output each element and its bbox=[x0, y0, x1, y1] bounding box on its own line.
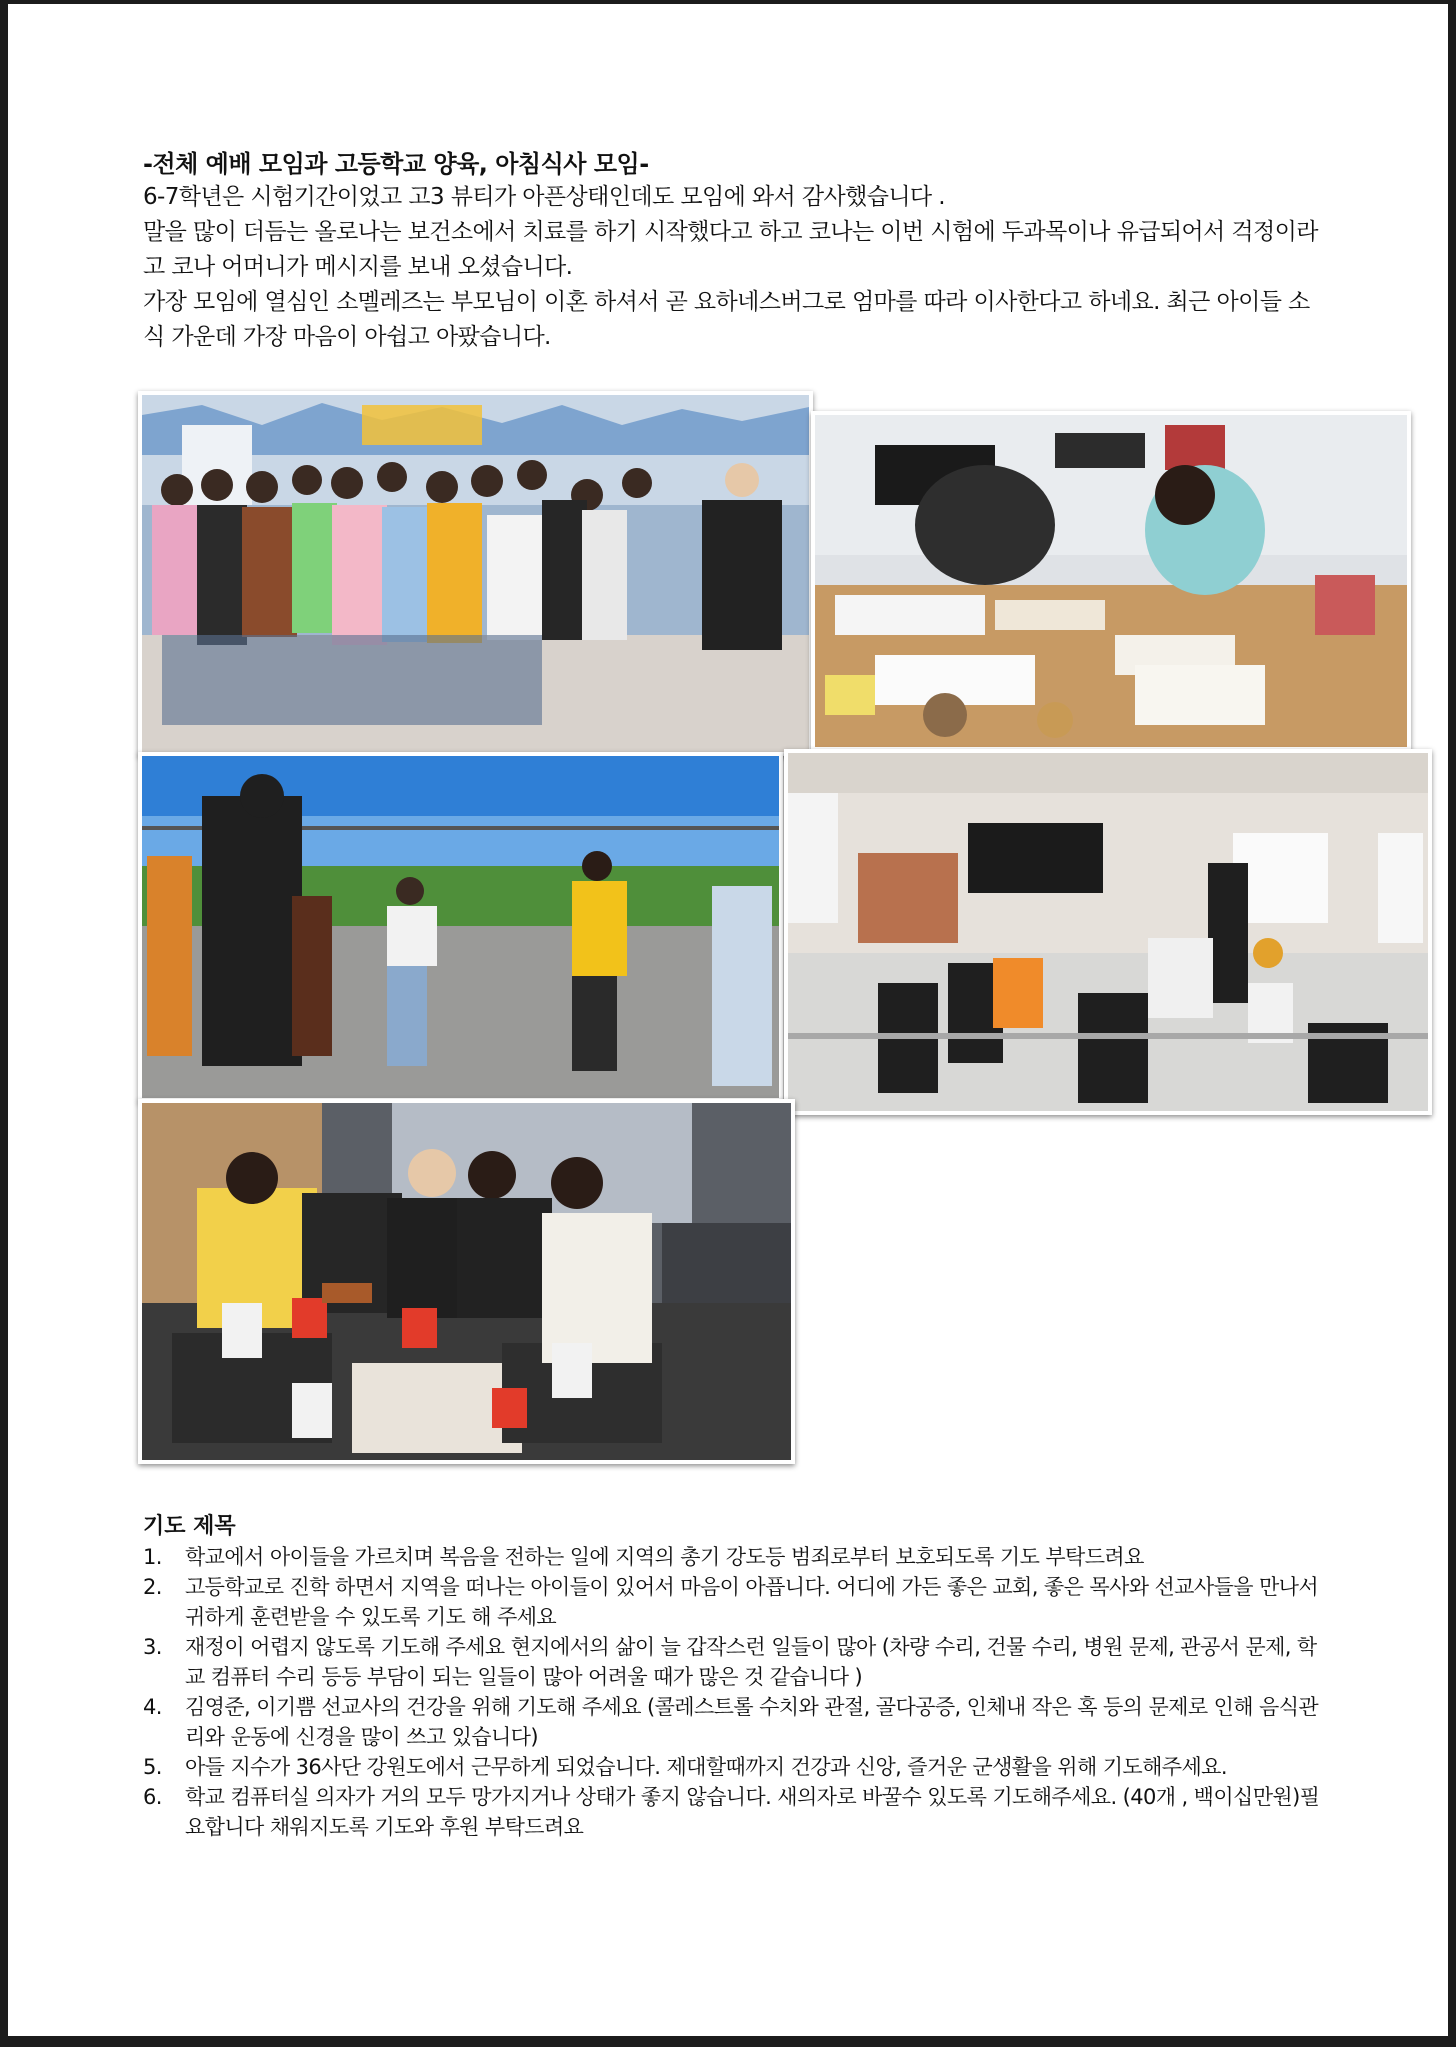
prayer-item-text: 학교에서 아이들을 가르치며 복음을 전하는 일에 지역의 총기 강도등 범죄로부터 보호되도록 기도 부탁드려요 bbox=[185, 1545, 1144, 1569]
prayer-item bbox=[143, 1572, 1333, 1632]
group-photo bbox=[138, 391, 813, 756]
prayer-item-number: 1. bbox=[143, 1545, 162, 1569]
prayer-item-number: 2. bbox=[143, 1575, 162, 1599]
prayer-item bbox=[143, 1632, 1333, 1692]
report-text bbox=[143, 180, 1328, 355]
breakfast-photo bbox=[138, 1099, 795, 1464]
prayer-item-number: 3. bbox=[143, 1635, 162, 1659]
prayer-item bbox=[143, 1692, 1333, 1752]
prayer-item bbox=[143, 1752, 1333, 1782]
classroom-photo bbox=[784, 749, 1432, 1115]
prayer-item bbox=[143, 1782, 1333, 1842]
prayer-item-text: 고등학교로 진학 하면서 지역을 떠나는 아이들이 있어서 마음이 아픕니다. 어디에 가든 좋은 교회, 좋은 목사와 선교사들을 만나서 귀하게 훈련받을 수 있도록 기도 해 주세요 bbox=[185, 1575, 1319, 1629]
report-paragraph: 6-7학년은 시험기간이었고 고3 뷰티가 아픈상태인데도 모임에 와서 감사했습니다 . bbox=[143, 184, 945, 210]
study-photo bbox=[811, 411, 1411, 751]
prayer-list bbox=[143, 1542, 1333, 1842]
prayer-item bbox=[143, 1542, 1333, 1572]
prayer-item-number: 6. bbox=[143, 1785, 162, 1809]
report-paragraph: 말을 많이 더듬는 올로나는 보건소에서 치료를 하기 시작했다고 하고 코나는 이번 시험에 두과목이나 유급되어서 걱정이라고 코나 어머니가 메시지를 보내 오셨습니다. bbox=[143, 219, 1318, 280]
document-page bbox=[8, 4, 1448, 2036]
prayer-item-text: 아들 지수가 36사단 강원도에서 근무하게 되었습니다. 제대할때까지 건강과 신앙, 즐거운 군생활을 위해 기도해주세요. bbox=[185, 1755, 1227, 1779]
prayer-item-text: 재정이 어렵지 않도록 기도해 주세요 현지에서의 삶이 늘 갑작스런 일들이 많아 (차량 수리, 건물 수리, 병원 문제, 관공서 문제, 학교 컴퓨터 수리 등등 부담이 되는 일들이 많아 어려울 때가 많은 것 같습니다 ) bbox=[185, 1635, 1317, 1689]
section-title: -전체 예배 모임과 고등학교 양육, 아침식사 모임- bbox=[143, 150, 649, 178]
report-paragraph: 가장 모임에 열심인 소멜레즈는 부모님이 이혼 하셔서 곧 요하네스버그로 엄마를 따라 이사한다고 하네요. 최근 아이들 소식 가운데 가장 마음이 아쉽고 아팠습니다. bbox=[143, 289, 1310, 350]
prayer-item-number: 5. bbox=[143, 1755, 162, 1779]
prayer-list-title: 기도 제목 bbox=[143, 1514, 236, 1539]
prayer-item-text: 김영준, 이기쁨 선교사의 건강을 위해 기도해 주세요 (콜레스트롤 수치와 관절, 골다공증, 인체내 작은 혹 등의 문제로 인해 음식관리와 운동에 신경을 많이 쓰고 있습니다) bbox=[185, 1695, 1319, 1749]
outdoor-worship-photo bbox=[138, 752, 783, 1102]
prayer-item-number: 4. bbox=[143, 1695, 162, 1719]
prayer-item-text: 학교 컴퓨터실 의자가 거의 모두 망가지거나 상태가 좋지 않습니다. 새의자로 바꿀수 있도록 기도해주세요. (40개 , 백이십만원)필요합니다 채워지도록 기도와 후원 부탁드려요 bbox=[185, 1785, 1320, 1839]
